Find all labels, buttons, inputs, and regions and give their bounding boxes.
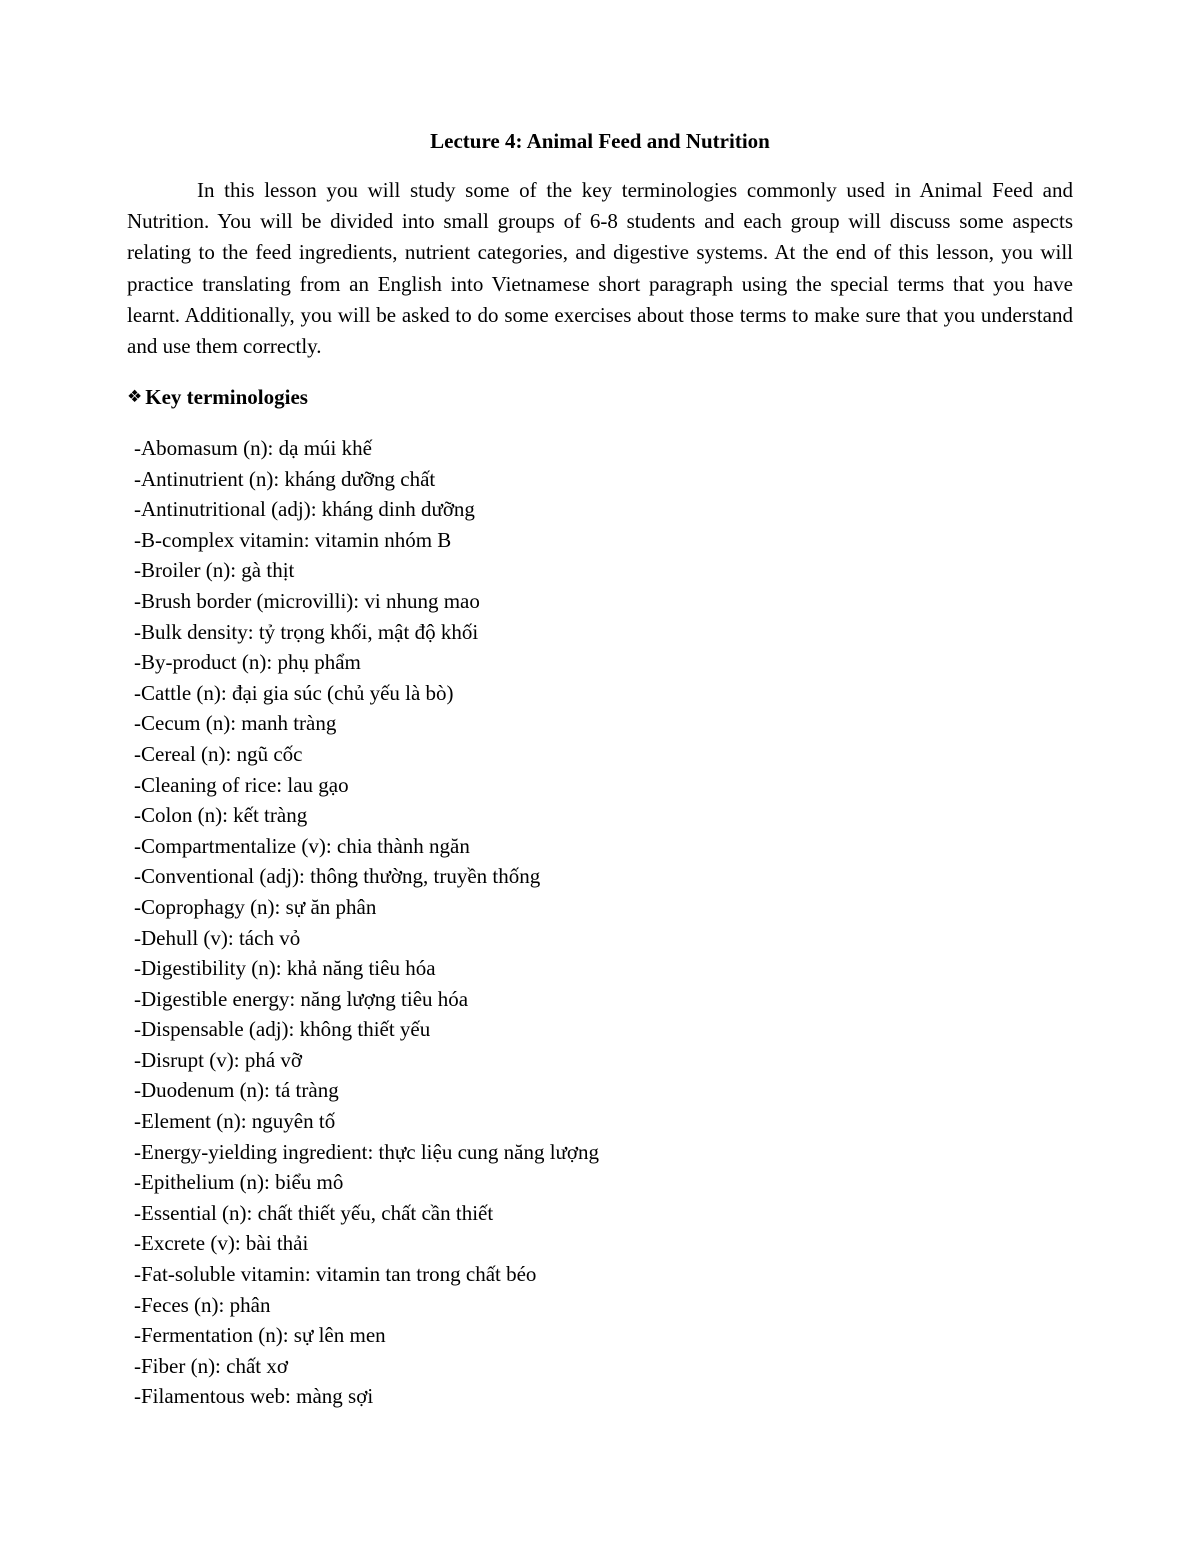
diamond-bullet-icon: ❖ [127,387,143,407]
list-item: -Brush border (microvilli): vi nhung mao [134,588,480,613]
list-item: -Epithelium (n): biểu mô [134,1170,344,1195]
list-item: -Digestibility (n): khả năng tiêu hóa [134,956,436,981]
terminology-list [134,433,599,1412]
page-title: Lecture 4: Animal Feed and Nutrition [430,129,770,153]
section-heading-text: Key terminologies [145,385,308,409]
list-item: -B-complex vitamin: vitamin nhóm B [134,527,452,552]
intro-paragraph: In this lesson you will study some of the key terminologies commonly used in Animal Feed and Nutrition. You will be divided into small groups of 6-8 students and each group will discuss some aspects relating to the feed ingredients, nutrient categories, and digestive systems. At the end of this lesson, you will practice translating from an English into Vietnamese short paragraph using the special terms that you have learnt. Additionally, you will be asked to do some exercises about those terms to make sure that you understand and use them correctly. [127,178,1073,359]
list-item: -Bulk density: tỷ trọng khối, mật độ khối [134,619,479,644]
list-item: -Broiler (n): gà thịt [134,558,295,583]
list-item: -Dispensable (adj): không thiết yếu [134,1017,431,1042]
list-item: -Abomasum (n): dạ múi khế [134,436,372,460]
list-item: -Compartmentalize (v): chia thành ngăn [134,833,470,858]
list-item: -Dehull (v): tách vỏ [134,925,301,950]
list-item: -Fermentation (n): sự lên men [134,1323,386,1348]
list-item: -Disrupt (v): phá vỡ [134,1047,302,1072]
list-item: -Essential (n): chất thiết yếu, chất cần thiết [134,1200,494,1225]
list-item: -Antinutrient (n): kháng dưỡng chất [134,466,436,491]
list-item: -Cleaning of rice: lau gạo [134,772,349,797]
list-item: -Colon (n): kết tràng [134,803,308,828]
list-item: -Fat-soluble vitamin: vitamin tan trong chất béo [134,1262,537,1287]
list-item: -Element (n): nguyên tố [134,1109,336,1134]
list-item: -Energy-yielding ingredient: thực liệu cung năng lượng [134,1139,600,1164]
list-item: -By-product (n): phụ phẩm [134,650,361,675]
list-item: -Cecum (n): manh tràng [134,711,337,736]
list-item: -Filamentous web: màng sợi [134,1384,374,1409]
list-item: -Fiber (n): chất xơ [134,1353,288,1378]
list-item: -Cereal (n): ngũ cốc [134,741,303,766]
list-item: -Cattle (n): đại gia súc (chủ yếu là bò) [134,680,454,705]
list-item: -Antinutritional (adj): kháng dinh dưỡng [134,497,475,522]
list-item: -Feces (n): phân [134,1292,271,1317]
section-heading [127,383,308,411]
list-item: -Conventional (adj): thông thường, truyền thống [134,864,541,889]
list-item: -Excrete (v): bài thải [134,1231,309,1256]
list-item: -Coprophagy (n): sự ăn phân [134,894,377,919]
list-item: -Digestible energy: năng lượng tiêu hóa [134,986,469,1011]
list-item: -Duodenum (n): tá tràng [134,1078,339,1103]
